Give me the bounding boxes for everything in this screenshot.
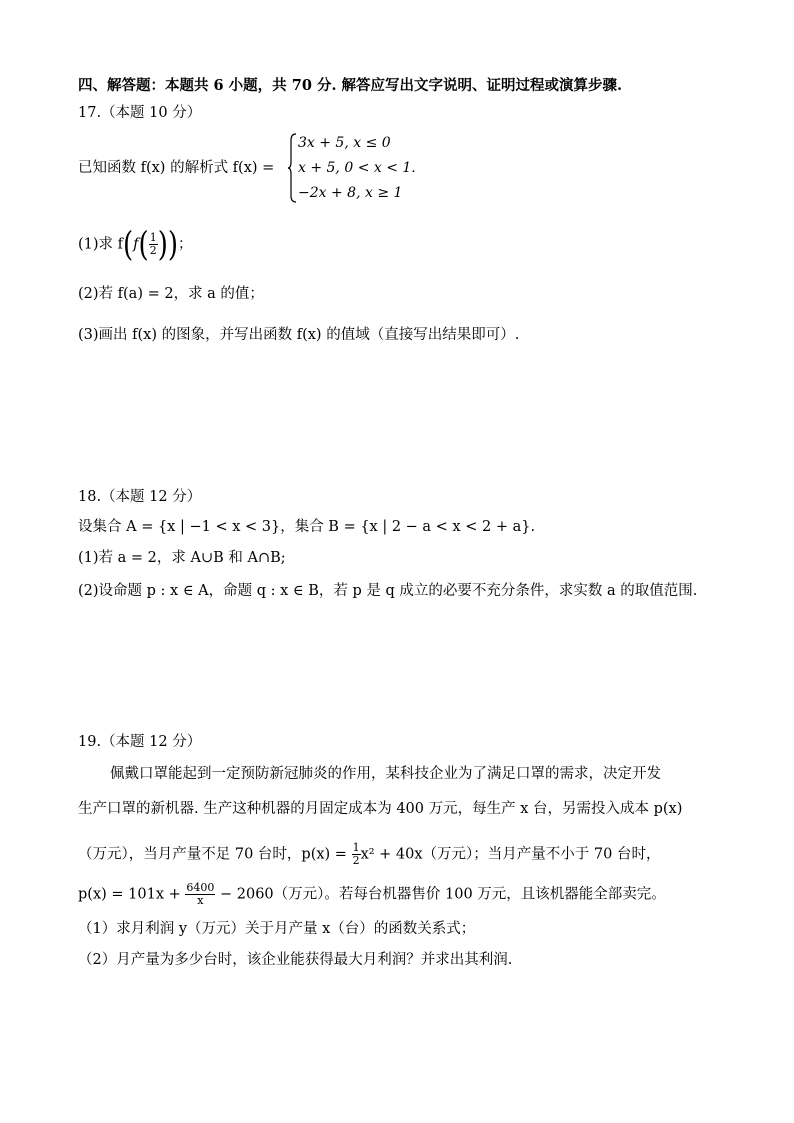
left-brace-icon bbox=[288, 132, 298, 204]
q19-line4-a: p(x) = 101x + bbox=[78, 886, 181, 903]
q19-paragraph-line2: 生产口罩的新机器. 生产这种机器的月固定成本为 400 万元，每生产 x 台，另需投入成本 p(x) bbox=[78, 801, 683, 817]
q19-6400-num: 6400 bbox=[186, 881, 215, 894]
q19-part1: （1）求月利润 y（万元）关于月产量 x（台）的函数关系式； bbox=[78, 921, 476, 937]
q19-half-fraction bbox=[352, 842, 361, 867]
q19-line4-b: − 2060（万元）。若每台机器售价 100 万元，且该机器能全部卖完。 bbox=[219, 886, 666, 903]
q17-part1: (1)求 f(f( $\frac{1}{2}$ ))； bbox=[78, 225, 193, 264]
q19-6400-den: x bbox=[197, 894, 204, 907]
q18-part2: (2)设命题 p : x ∈ A，命题 q : x ∈ B，若 p 是 q 成立的必要不充分条件，求实数 a 的取值范围. bbox=[78, 583, 698, 599]
q19-line3-b: x² + 40x（万元）；当月产量不小于 70 台时， bbox=[360, 846, 661, 863]
q18-line1: 设集合 A = {x | −1 < x < 3}，集合 B = {x | 2 − a < x < 2 + a}. bbox=[78, 519, 536, 535]
q17-label: 17.（本题 10 分） bbox=[78, 105, 202, 121]
q17-part1-suffix: ； bbox=[178, 236, 193, 253]
q17-case-2: x + 5, 0 < x < 1. bbox=[298, 160, 416, 176]
q17-fraction bbox=[149, 232, 158, 257]
q17-part2: (2)若 f(a) = 2，求 a 的值； bbox=[78, 286, 264, 302]
q19-part2: （2）月产量为多少台时，该企业能获得最大月利润？并求出其利润. bbox=[78, 952, 513, 968]
q18-label: 18.（本题 12 分） bbox=[78, 489, 202, 505]
q17-part3: (3)画出 f(x) 的图象，并写出函数 f(x) 的值域（直接写出结果即可）. bbox=[78, 327, 520, 343]
q19-paragraph-line1: 佩戴口罩能起到一定预防新冠肺炎的作用，某科技企业为了满足口罩的需求，决定开发 bbox=[110, 766, 661, 782]
q17-case-3: −2x + 8, x ≥ 1 bbox=[298, 185, 403, 201]
q17-case-1: 3x + 5, x ≤ 0 bbox=[298, 135, 391, 151]
section-heading: 四、解答题：本题共 6 小题，共 70 分. 解答应写出文字说明、证明过程或演算步骤. bbox=[78, 77, 623, 94]
q17-intro: 已知函数 f(x) 的解析式 f(x) = bbox=[78, 160, 275, 176]
q19-6400-fraction bbox=[185, 882, 215, 907]
q19-paragraph-line4 bbox=[78, 882, 666, 907]
q18-part1: (1)若 a = 2，求 A∪B 和 A∩B; bbox=[78, 550, 286, 566]
q17-part1-prefix: (1)求 f bbox=[78, 236, 124, 253]
q19-line3-a: （万元），当月产量不足 70 台时，p(x) = bbox=[78, 846, 347, 863]
q17-frac-den: 2 bbox=[149, 244, 157, 257]
q17-frac-num: 1 bbox=[149, 231, 157, 244]
q19-half-den: 2 bbox=[352, 854, 360, 867]
q19-paragraph-line3 bbox=[78, 842, 660, 867]
q19-half-num: 1 bbox=[352, 841, 360, 854]
q19-label: 19.（本题 12 分） bbox=[78, 734, 202, 750]
